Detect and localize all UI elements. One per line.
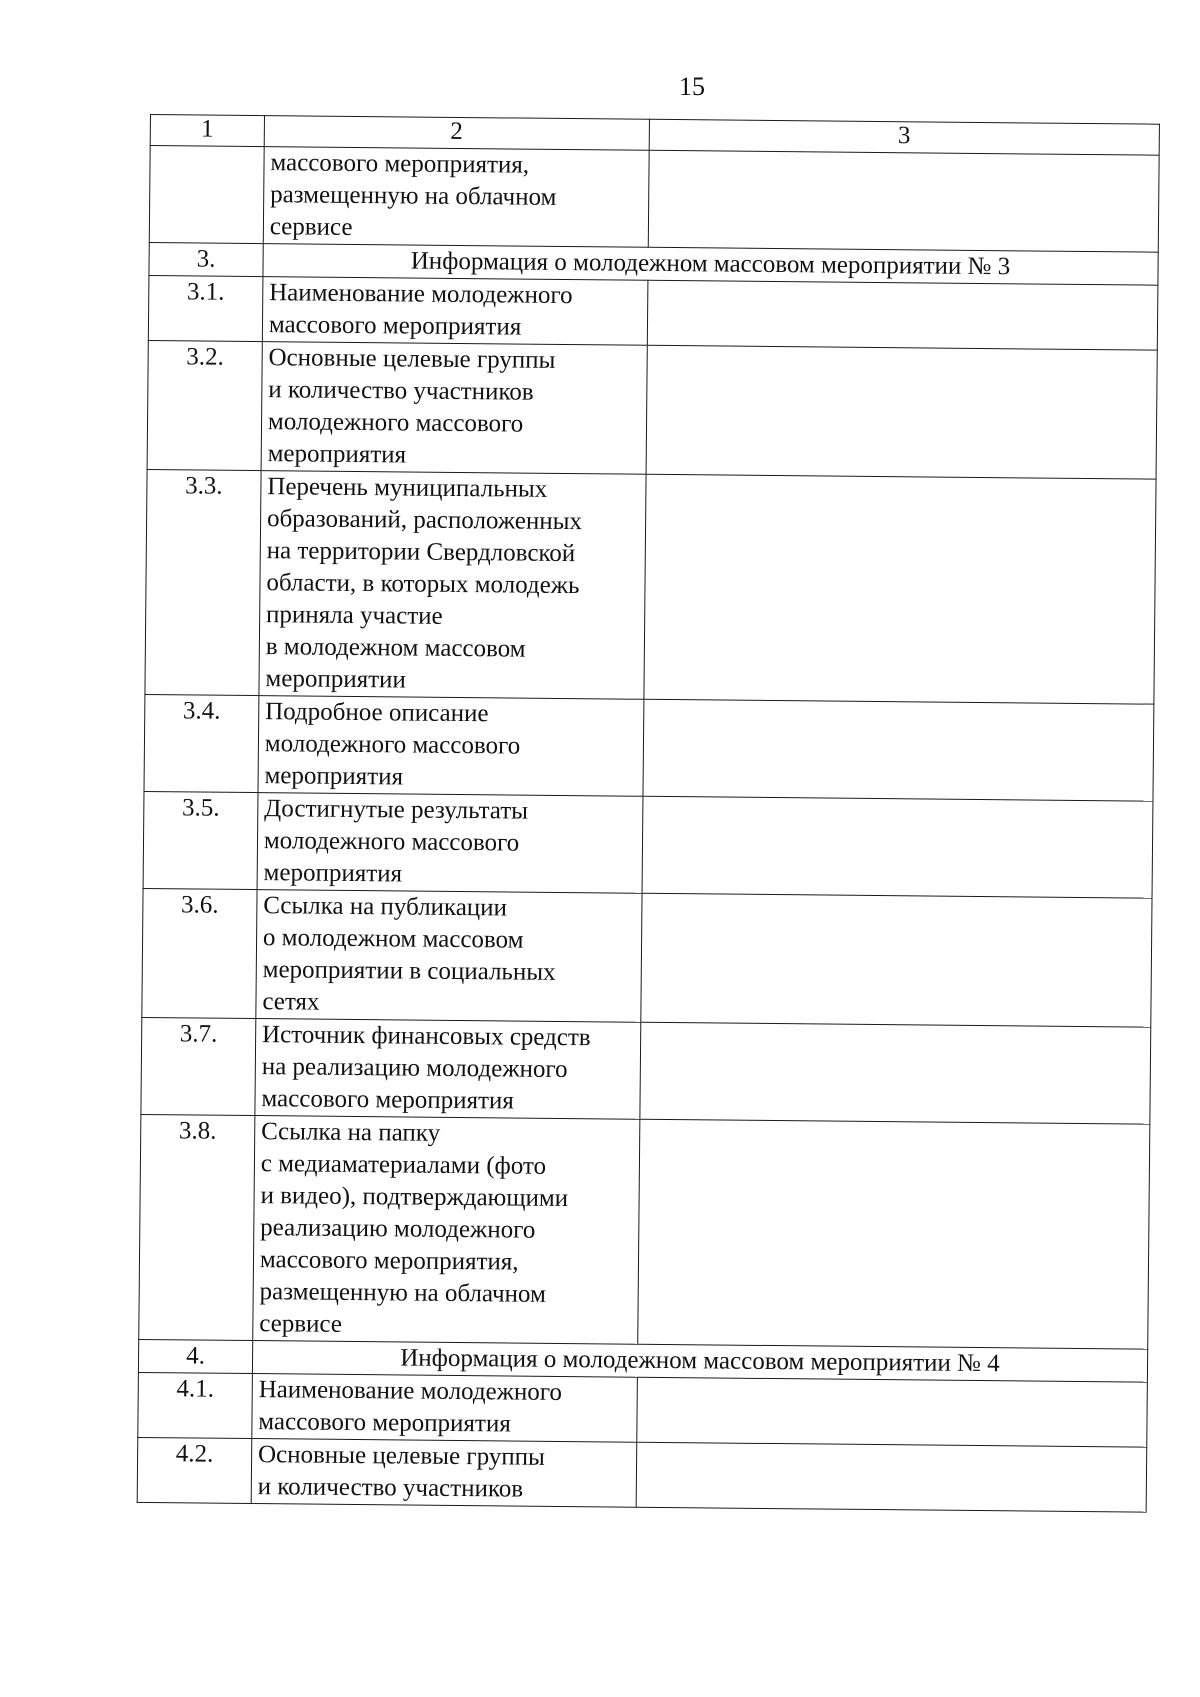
table-body bbox=[137, 115, 1159, 1513]
page-number: 15 bbox=[679, 72, 705, 101]
field-value-cell bbox=[647, 280, 1158, 350]
field-label: Ссылка на папку с медиаматериалами (фото и видео), подтверждающими реализацию молодежного массового мероприятия, размещенную на облачном сервисе bbox=[253, 1116, 640, 1345]
row-number: 3.7. bbox=[141, 1017, 256, 1115]
field-value-cell bbox=[642, 796, 1153, 898]
table-row bbox=[145, 469, 1156, 704]
row-number: 3. bbox=[149, 242, 263, 276]
row-number: 4.2. bbox=[137, 1437, 252, 1503]
field-label: Ссылка на публикации о молодежном массовом мероприятии в социальных сетях bbox=[256, 890, 642, 1023]
column-number-3: 3 bbox=[649, 119, 1160, 155]
field-label: Источник финансовых средств на реализацию молодежного массового мероприятия bbox=[255, 1019, 641, 1120]
table-row bbox=[147, 340, 1157, 479]
row-number: 3.6. bbox=[142, 888, 257, 1018]
field-value-cell bbox=[648, 150, 1159, 252]
field-label: Подробное описание молодежного массового мероприятия bbox=[258, 696, 644, 797]
table-row bbox=[144, 694, 1154, 801]
table-row bbox=[141, 1017, 1151, 1124]
field-label: Наименование молодежного массового мероприятия bbox=[262, 277, 647, 346]
table-row bbox=[148, 275, 1158, 350]
table-row bbox=[149, 146, 1159, 253]
field-value-cell bbox=[636, 1377, 1147, 1447]
column-number-1: 1 bbox=[150, 115, 264, 147]
row-number: 3.1. bbox=[148, 275, 263, 341]
row-number: 3.4. bbox=[144, 694, 259, 792]
field-value-cell bbox=[636, 1442, 1147, 1512]
section-title: Информация о молодежном массовом мероприятии № 4 bbox=[252, 1341, 1147, 1383]
field-label: массового мероприятия, размещенную на облачном сервисе bbox=[263, 147, 649, 248]
row-number: 4.1. bbox=[138, 1372, 253, 1438]
field-value-cell bbox=[640, 893, 1152, 1027]
field-value-cell bbox=[646, 345, 1158, 479]
field-value-cell bbox=[644, 474, 1156, 704]
table-row bbox=[143, 791, 1153, 898]
field-label: Перечень муниципальных образований, расположенных на территории Свердловской области, в которых молодежь приняла участие в молодежном массовом мероприятии bbox=[259, 471, 646, 700]
row-number: 4. bbox=[138, 1339, 252, 1373]
column-number-2: 2 bbox=[264, 116, 649, 151]
table-row bbox=[138, 1372, 1148, 1447]
table-row bbox=[142, 888, 1152, 1027]
field-value-cell bbox=[637, 1119, 1149, 1349]
table-row bbox=[137, 1437, 1147, 1512]
table-row bbox=[139, 1114, 1150, 1349]
row-number: 3.5. bbox=[143, 791, 258, 889]
field-value-cell bbox=[640, 1022, 1151, 1124]
section-title: Информация о молодежном массовом мероприятии № 3 bbox=[263, 244, 1158, 286]
row-number: 3.8. bbox=[139, 1114, 255, 1340]
field-label: Наименование молодежного массового мероприятия bbox=[252, 1374, 637, 1443]
row-number: 3.3. bbox=[145, 469, 261, 695]
row-number: 3.2. bbox=[147, 340, 262, 470]
field-label: Основные целевые группы и количество участников молодежного массового мероприятия bbox=[261, 342, 647, 475]
field-label: Достигнутые результаты молодежного массового мероприятия bbox=[257, 793, 643, 894]
row-number bbox=[149, 146, 264, 244]
report-form-table bbox=[137, 114, 1160, 1513]
field-label: Основные целевые группы и количество участников bbox=[251, 1439, 636, 1508]
field-value-cell bbox=[643, 699, 1154, 801]
